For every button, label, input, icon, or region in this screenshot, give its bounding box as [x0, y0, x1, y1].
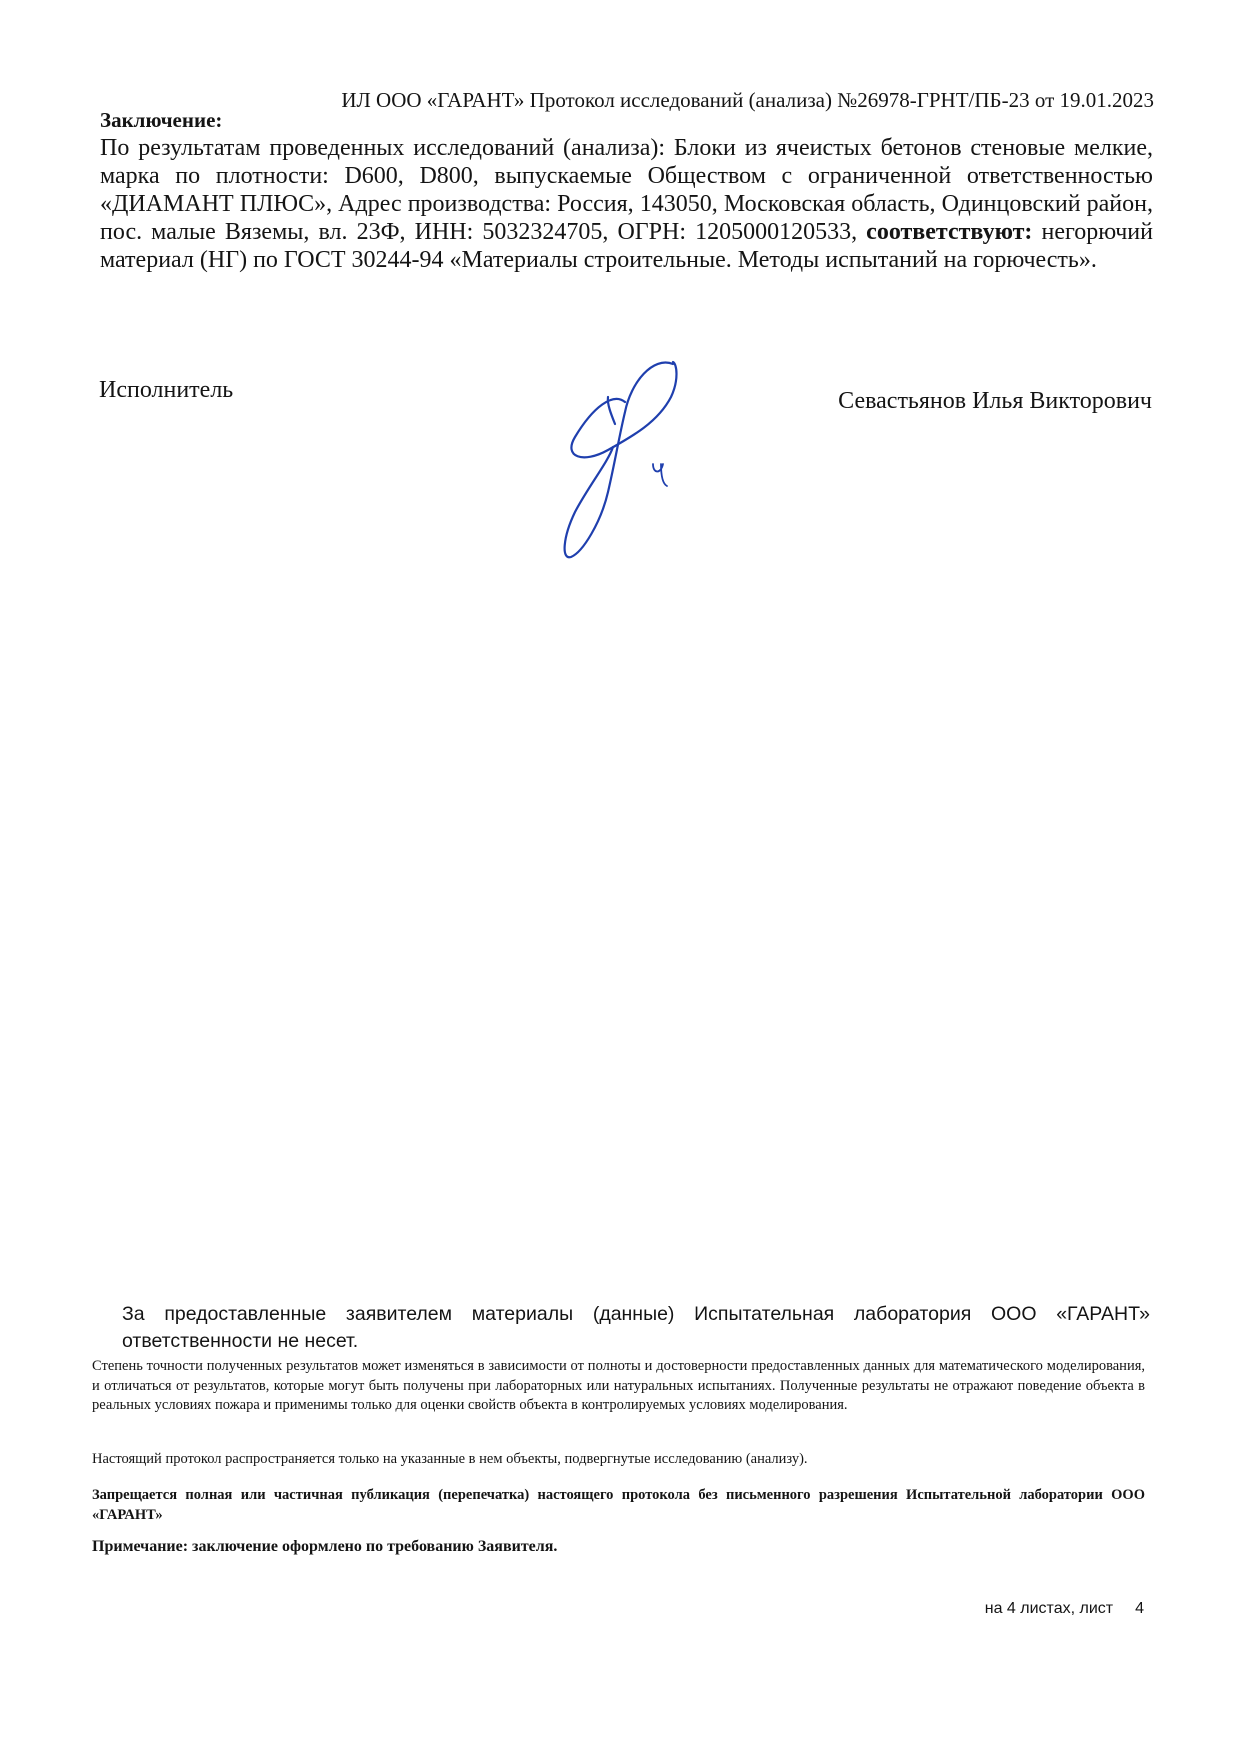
handwritten-signature — [553, 352, 703, 572]
publication-ban-note: Запрещается полная или частичная публикация (перепечатка) настоящего протокола без письменного разрешения Испытательной лаборатории ООО «ГАРАНТ» — [92, 1487, 1145, 1523]
sheet-number: 4 — [1135, 1600, 1144, 1617]
conclusion-text — [100, 134, 1153, 274]
remark: Примечание: заключение оформлено по требованию Заявителя. — [92, 1538, 558, 1555]
conclusion-title: Заключение: — [100, 108, 223, 132]
executor-name: Севастьянов Илья Викторович — [838, 388, 1152, 414]
precision-note: Степень точности полученных результатов может изменяться в зависимости от полноты и достоверности предоставленных данных для математического моделирования, и отличаться от результатов, которые могут быть получены при лабораторных или натуральных испытаниях. Полученные результаты не отражают поведение объекта в реальных условиях пожара и применимы только для оценки свойств объекта в контролируемых условиях моделирования. — [92, 1358, 1145, 1413]
protocol-header: ИЛ ООО «ГАРАНТ» Протокол исследований (анализа) №26978-ГРНТ/ПБ-23 от 19.01.2023 — [341, 88, 1154, 112]
responsibility-disclaimer: За предоставленные заявителем материалы (данные) Испытательная лаборатория ООО «ГАРАНТ» ответственности не несет. — [122, 1303, 1150, 1352]
conclusion-text-part1: По результатам проведенных исследований (анализа): Блоки из ячеистых бетонов стеновые мелкие, марка по плотности: D600, D800, выпускаемые Обществом с ограниченной ответственностью «ДИАМАНТ ПЛЮС», Адрес производства: Россия, 143050, Московская область, Одинцовский район, пос. малые Вяземы, вл. 23Ф, ИНН: 5032324705, ОГРН: 1205000120533, — [100, 135, 1153, 245]
executor-label: Исполнитель — [99, 377, 234, 403]
conclusion-verdict: соответствуют: — [866, 219, 1033, 245]
scope-note: Настоящий протокол распространяется только на указанные в нем объекты, подвергнутые исследованию (анализу). — [92, 1451, 808, 1467]
sheets-label: на 4 листах, лист — [984, 1600, 1114, 1617]
conclusion-text-part2: негорючий материал (НГ) по ГОСТ 30244-94 «Материалы строительные. Методы испытаний на горючесть». — [100, 219, 1153, 273]
page-footer — [985, 1600, 1144, 1618]
